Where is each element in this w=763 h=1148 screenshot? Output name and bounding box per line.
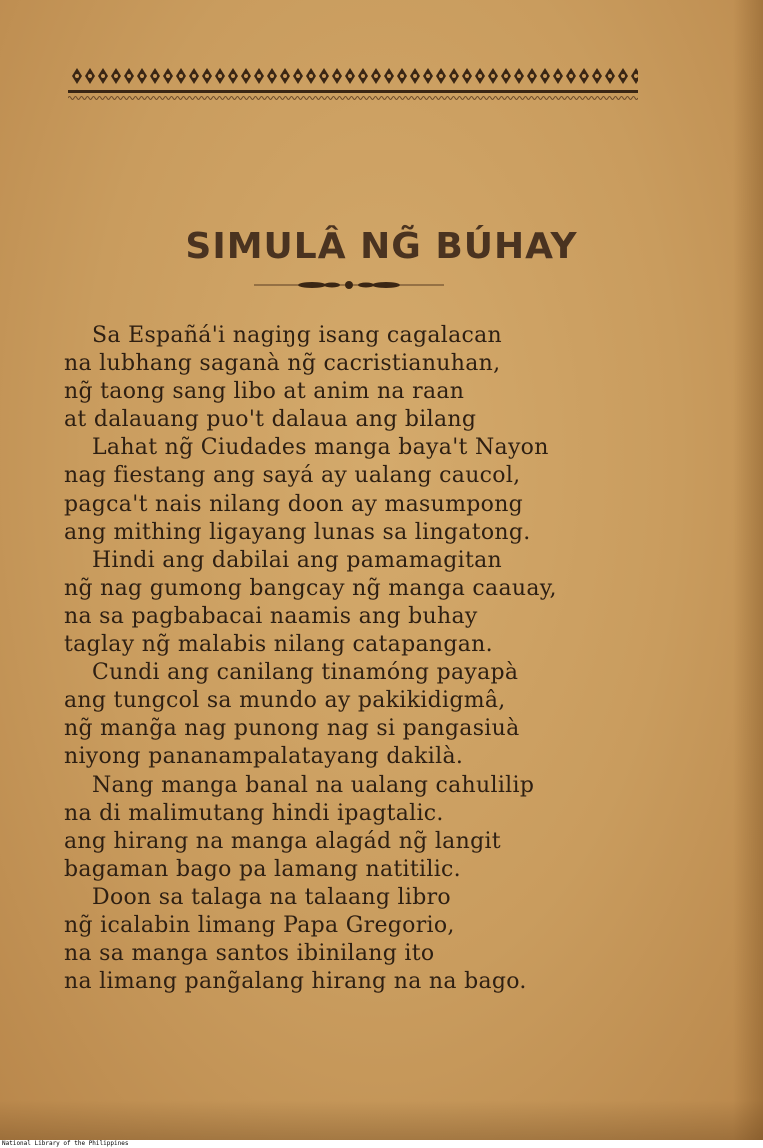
page-bottom-shadow xyxy=(0,1100,763,1140)
poem-line: taglay ng̃ malabis nilang catapangan. xyxy=(64,632,493,658)
poem-line: ng̃ mang̃a nag punong nag si pangasiuà xyxy=(64,716,520,742)
poem-line: ang mithing ligayang lunas sa lingatong. xyxy=(64,519,531,545)
poem-line: ang tungcol sa mundo ay pakikidigmâ, xyxy=(64,688,506,714)
poem-line: na di malimutang hindi ipagtalic. xyxy=(64,800,444,826)
poem-line: ang hirang na manga alagád ng̃ langit xyxy=(64,828,501,854)
poem-line: ng̃ nag gumong bangcay ng̃ manga caauay, xyxy=(64,575,557,601)
poem-line: bagaman bago pa lamang natitilic. xyxy=(64,856,461,882)
poem-line: Sa Españá'i nagiŋg isang cagalacan xyxy=(92,323,503,348)
poem-line: at dalauang puo't dalaua ang bilang xyxy=(64,407,477,433)
library-credit: National Library of the Philippines xyxy=(2,1140,129,1147)
poem-line: Lahat ng̃ Ciudades manga baya't Nayon xyxy=(92,435,549,461)
poem-line: niyong pananampalatayang dakilà. xyxy=(64,744,464,770)
poem-text xyxy=(64,322,664,996)
header-ornamental-border xyxy=(68,64,638,88)
poem-line: ng̃ icalabin limang Papa Gregorio, xyxy=(64,912,455,938)
page-title: SIMULÂ NG̃ BÚHAY xyxy=(185,226,578,267)
header-wave-line xyxy=(68,95,638,101)
title-ornament xyxy=(254,278,444,292)
poem-line: nag fiestang ang sayá ay ualang caucol, xyxy=(64,463,521,489)
poem-line: na sa manga santos ibinilang ito xyxy=(64,941,435,967)
poem-line: pagca't nais nilang doon ay masumpong xyxy=(64,491,524,517)
poem-line: na limang pang̃alang hirang na na bago. xyxy=(64,969,527,995)
page-edge-shadow xyxy=(733,0,763,1140)
poem-line: Hindi ang dabilai ang pamamagitan xyxy=(92,547,503,573)
poem-line: Doon sa talaga na talaang libro xyxy=(92,884,451,910)
poem-line: na sa pagbabacai naamis ang buhay xyxy=(64,603,478,629)
poem-line: ng̃ taong sang libo at anim na raan xyxy=(64,379,465,405)
poem-line: Cundi ang canilang tinamóng payapà xyxy=(92,660,519,686)
footer-bar xyxy=(0,1140,763,1148)
header-rule xyxy=(68,90,638,93)
poem-line: na lubhang saganà ng̃ cacristianuhan, xyxy=(64,351,501,377)
poem-line: Nang manga banal na ualang cahulilip xyxy=(92,772,535,798)
